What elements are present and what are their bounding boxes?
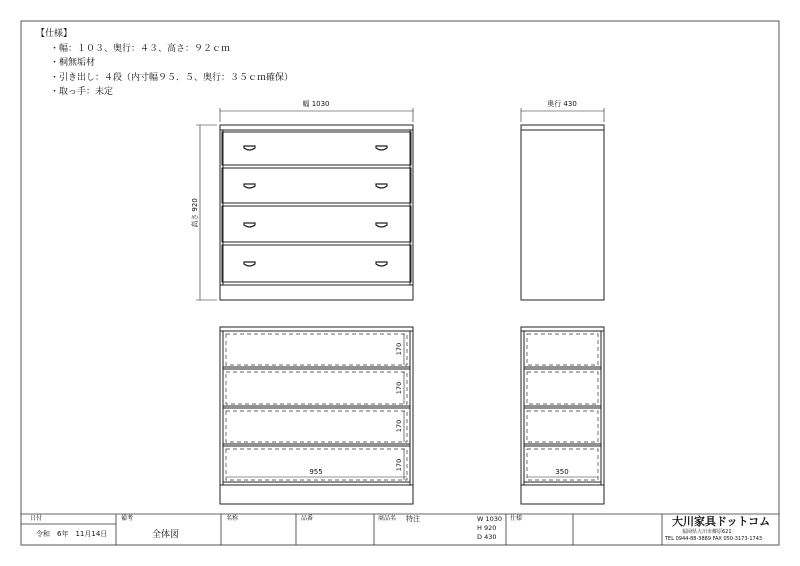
drawer-height-label: 170 [395,342,403,356]
company-name: 大川家具ドットコム [672,515,771,528]
inner-depth-label: 350 [555,468,569,476]
drawer-height-label: 170 [395,419,403,433]
side-view [521,125,604,300]
height-label: 高さ 920 [191,198,199,228]
remarks-label: 備考 [121,515,134,522]
product-name-label: 商品名 [378,515,397,522]
spec-line: ・取っ手：未定 [50,87,114,97]
dimension-w: W 1030 [477,515,503,523]
width-label: 幅 1030 [302,100,330,108]
spec-line: ・幅：１０３、奥行：４３、高さ：９２ｃｍ [50,43,231,54]
front-section-inner-dashes [226,334,407,480]
spec-label: 仕様 [510,515,523,522]
front-section [220,327,413,504]
side-section [521,327,604,504]
date-label: 日付 [30,515,43,522]
spec-line: ・引き出し：４段（内寸幅９５．５、奥行：３５ｃｍ確保） [50,72,294,83]
width-dimension [220,108,413,122]
drawer-height-label: 170 [395,381,403,395]
dimension-h: H 920 [477,524,497,532]
side-section-inner-dashes [527,334,598,480]
depth-dimension [521,108,604,122]
company-contact: TEL 0944-88-3889 FAX 050-3173-1743 [665,536,763,542]
height-dimension [196,125,217,300]
item-no-label: 品番 [301,515,314,522]
name-label: 名称 [226,515,239,522]
spec-notes [36,27,293,100]
product-name-value: 特注 [406,515,420,523]
company-address: 福岡県大川市郷原621 [682,529,732,535]
spec-header: 【仕様】 [36,29,73,39]
front-view [220,125,413,300]
drawer-height-label: 170 [395,458,403,472]
drawing-name: 全体図 [152,530,180,540]
inner-width-label: 955 [309,468,323,476]
spec-line: ・桐無垢材 [50,58,96,68]
dimension-d: D 430 [477,533,497,541]
date-value: 令和 6年 11月14日 [36,530,108,538]
depth-label: 奥行 430 [547,100,577,108]
